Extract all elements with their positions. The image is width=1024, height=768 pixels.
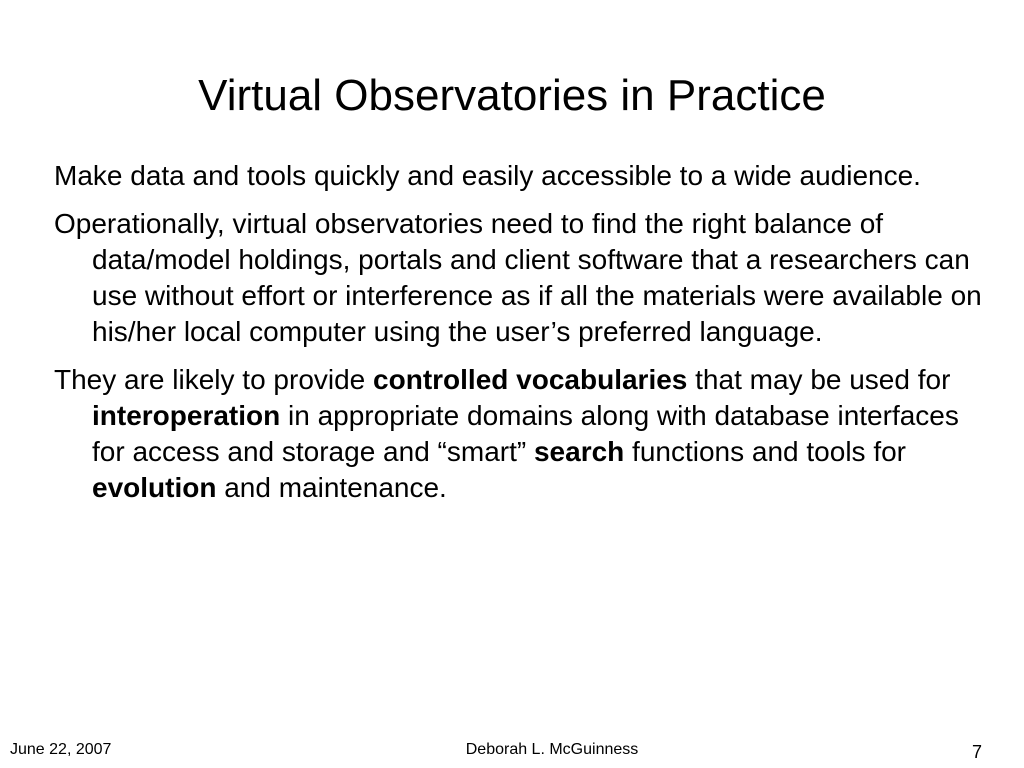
text-run: in appropriate domains along with database interfaces for access and storage and “smart” xyxy=(92,400,959,467)
emphasis-controlled-vocabularies: controlled vocabularies xyxy=(373,364,688,395)
footer-page-number: 7 xyxy=(971,742,982,762)
footer-date: June 22, 2007 xyxy=(10,741,112,758)
slide-title: Virtual Observatories in Practice xyxy=(198,71,826,120)
text-run: They are likely to provide xyxy=(54,364,374,395)
paragraph-provisions xyxy=(54,362,984,506)
emphasis-evolution: evolution xyxy=(92,472,217,503)
text-run: and maintenance. xyxy=(216,472,447,503)
text-run: that may be used for xyxy=(687,364,951,395)
text-run: functions and tools for xyxy=(624,436,907,467)
footer-author: Deborah L. McGuinness xyxy=(465,741,639,758)
slide-body xyxy=(54,158,984,518)
paragraph-accessibility: Make data and tools quickly and easily accessible to a wide audience. xyxy=(54,160,921,191)
emphasis-search: search xyxy=(533,436,625,467)
paragraph-operational-balance: Operationally, virtual observatories need to find the right balance of data/model holdings, portals and client software that a researchers can use without effort or interference as if all the materials were available on his/her local computer using the user’s preferred language. xyxy=(54,208,982,347)
emphasis-interoperation: interoperation xyxy=(92,400,281,431)
